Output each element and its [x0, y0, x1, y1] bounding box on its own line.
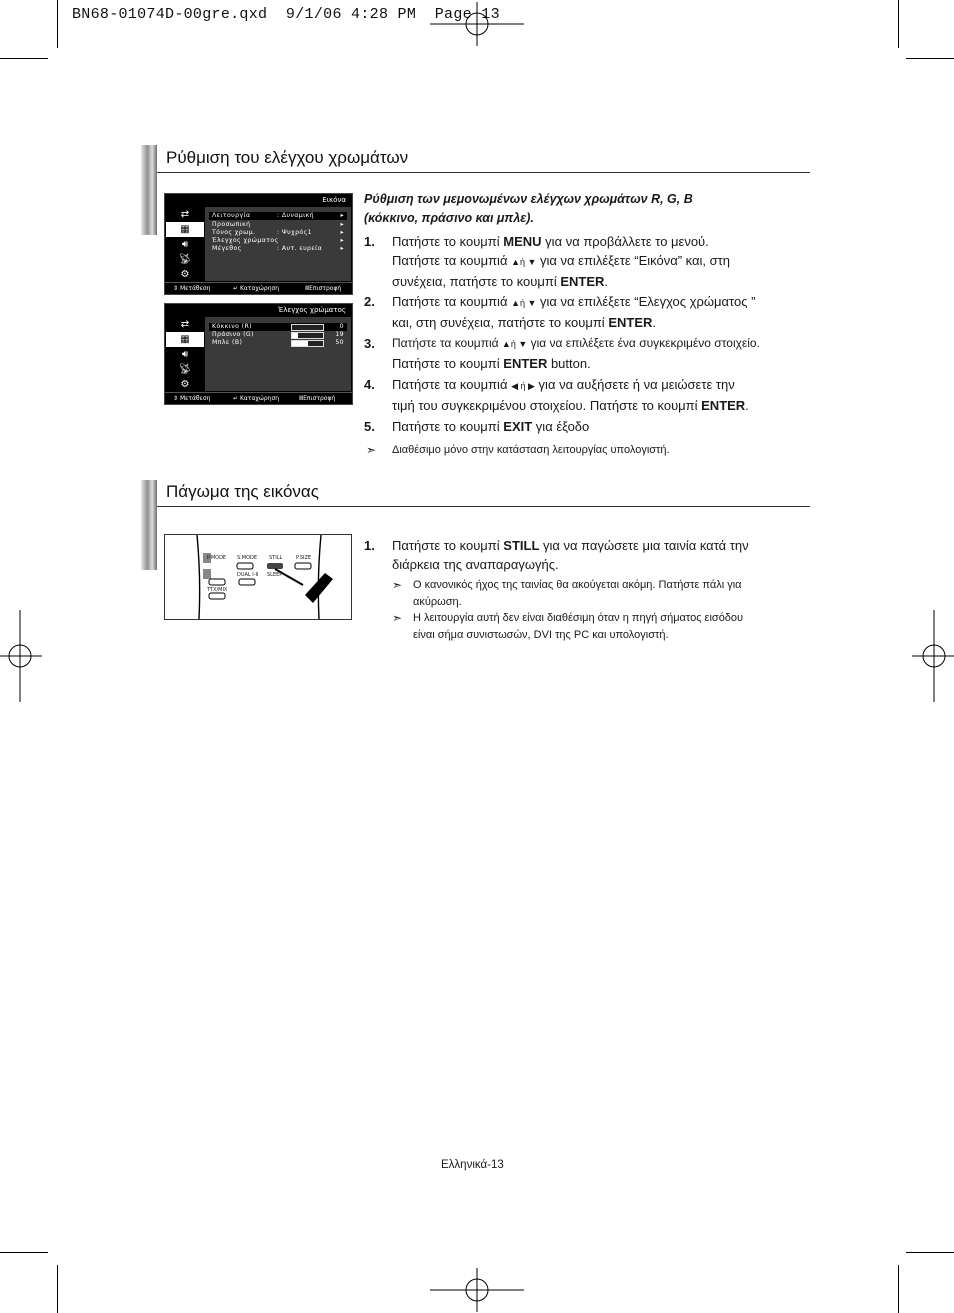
step-1: 1. Πατήστε το κουμπί MENU για να προβάλλετε το μενού. Πατήστε τα κουμπιά ▲ή ▼ για να επιλέξετε “Εικόνα” και, στη συνέχεια, πατήστε το κουμπί ENTER.: [364, 234, 731, 289]
osd-panel: Κόκκινο (R) 0 Πράσινο (G) 19 Μπλε (B) 50: [205, 317, 351, 391]
red-level-bar: [291, 324, 324, 331]
sound-icon: 🔊︎: [181, 239, 189, 250]
remote-control-illustration: [164, 534, 352, 620]
channel-icon: 📡︎: [178, 254, 192, 265]
step-5: 5. Πατήστε το κουμπί EXIT για έξοδο: [364, 419, 590, 434]
osd-icon-column: [166, 317, 204, 392]
setup-icon: ⚙: [180, 269, 190, 280]
channel-icon: 📡︎: [178, 364, 192, 375]
note-availability: ➣ Η λειτουργία αυτή δεν είναι διαθέσιμη όταν η πηγή σήματος εισόδου είναι σήμα συνιστωσών, DVI της PC και υπολογιστή.: [392, 611, 744, 641]
osd-row-mode: Λειτουργία : Δυναμική ▸: [209, 212, 347, 220]
osd-row-red: Κόκκινο (R) 0: [209, 323, 347, 331]
note-arrow-icon: ➣: [366, 443, 377, 457]
up-down-arrows-icon: ▲ή ▼: [511, 257, 537, 267]
osd-panel: Λειτουργία : Δυναμική ▸ Προσωπική ▸ Τόνος χρωμ. : Ψυχρός1 ▸ Έλεγχος χρώματος ▸ Μέγεθος : Αυτ. ευρεία ▸: [205, 207, 351, 281]
picture-icon: ▦: [166, 332, 204, 347]
section-marker-bar: [141, 480, 157, 570]
still-step-1: 1. Πατήστε το κουμπί STILL για να παγώσετε μια ταινία κατά την διάρκεια της αναπαραγωγής.: [364, 538, 749, 572]
up-down-arrows-icon: ▲ή ▼: [501, 339, 528, 349]
note-arrow-icon: ➣: [392, 578, 403, 592]
osd-footer: ⇕ Μετάθεση ↵ Καταχώρηση ⅢΕπιστροφή: [165, 392, 352, 404]
sleep-button-label: SLEEP: [267, 572, 283, 578]
dual-button-label: DUAL I-II: [237, 572, 259, 578]
osd-icon-column: [166, 207, 204, 282]
green-level-bar: [291, 332, 324, 339]
left-right-arrows-icon: ◀ ή ▶: [511, 381, 535, 391]
osd-title: Εικόνα: [322, 196, 346, 204]
input-icon: ⇄: [180, 319, 190, 330]
osd-footer: ⇕ Μετάθεση ↵ Καταχώρηση ⅢΕπιστροφή: [165, 282, 352, 294]
blue-level-bar: [291, 340, 324, 347]
step-3: 3. Πατήστε τα κουμπιά ▲ή ▼ για να επιλέξετε ένα συγκεκριμένο στοιχείο. Πατήστε το κουμπί ENTER button.: [364, 336, 760, 371]
subsection-title: Ρύθμιση των μεμονωμένων ελέγχων χρωμάτων R, G, B (κόκκινο, πράσινο και μπλε).: [364, 192, 693, 225]
section-rule: [157, 506, 810, 507]
page-number: Ελληνικά-13: [441, 1159, 504, 1171]
section-rule: [157, 172, 810, 173]
osd-color-control-menu: [164, 303, 353, 405]
setup-icon: ⚙: [180, 379, 190, 390]
section-title: Ρύθμιση του ελέγχου χρωμάτων: [166, 148, 409, 167]
osd-title: Έλεγχος χρώματος: [278, 306, 346, 314]
input-icon: ⇄: [180, 209, 190, 220]
ttx-button-label: TTX/MIX: [207, 587, 228, 593]
section-title: Πάγωμα της εικόνας: [166, 482, 319, 501]
up-down-arrows-icon: ▲ή ▼: [511, 298, 537, 308]
section-marker-bar: [141, 145, 157, 235]
still-button-label: STILL: [269, 555, 283, 561]
osd-picture-menu: [164, 193, 353, 295]
psize-button-label: P.SIZE: [296, 555, 312, 561]
note-arrow-icon: ➣: [392, 611, 403, 625]
file-header: BN68-01074D-00gre.qxd 9/1/06 4:28 PM Page 13: [72, 6, 500, 23]
note-pc-only: ➣ Διαθέσιμο μόνο στην κατάσταση λειτουργίας υπολογιστή.: [366, 443, 670, 457]
step-2: 2. Πατήστε τα κουμπιά ▲ή ▼ για να επιλέξετε “Ελεγχος χρώματος ” και, στη συνέχεια, πατήστε το κουμπί ENTER.: [364, 294, 756, 330]
picture-icon: ▦: [166, 222, 204, 237]
pmode-button-label: P.MODE: [207, 555, 227, 561]
smode-button-label: S.MODE: [237, 555, 258, 561]
sound-icon: 🔊︎: [181, 349, 189, 360]
step-4: 4. Πατήστε τα κουμπιά ◀ ή ▶ για να αυξήσετε ή να μειώσετε την τιμή του συγκεκριμένου στοιχείου. Πατήστε το κουμπί ENTER.: [364, 377, 749, 413]
note-sound: ➣ Ο κανονικός ήχος της ταινίας θα ακούγεται ακόμη. Πατήστε πάλι για ακύρωση.: [392, 578, 742, 608]
